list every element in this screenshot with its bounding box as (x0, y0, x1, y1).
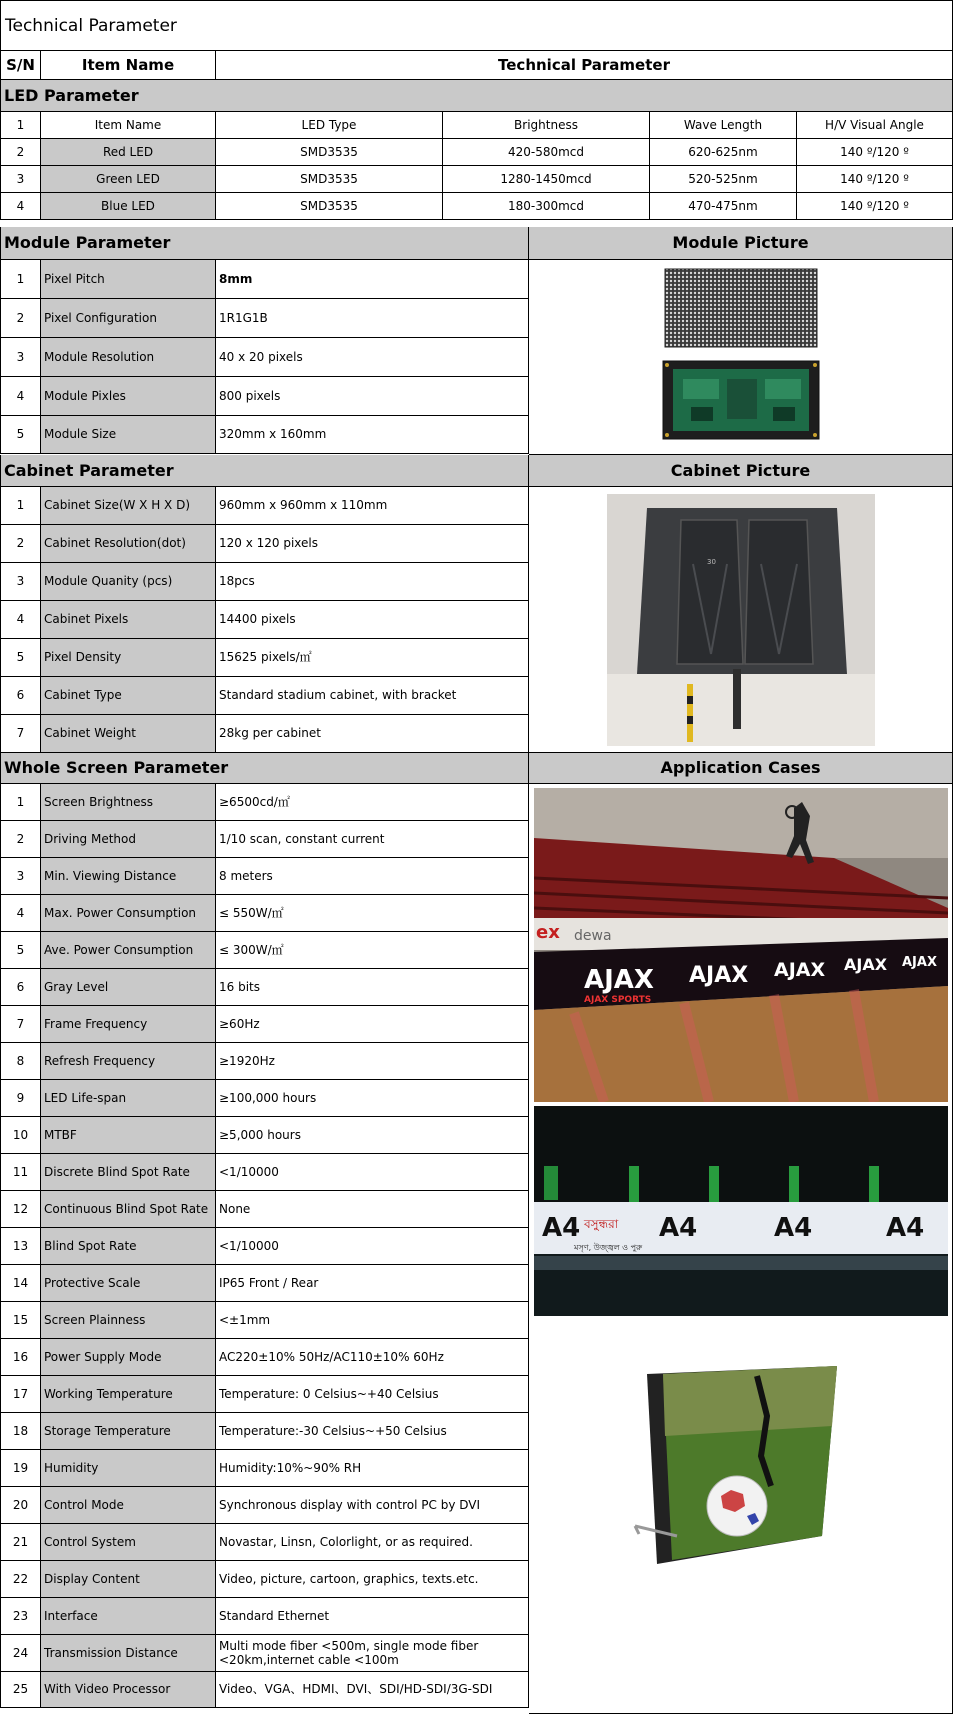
cabinet-row-value: 14400 pixels (216, 601, 529, 639)
cabinet-row-sn: 2 (0, 525, 41, 563)
cabinet-row-value: 960mm x 960mm x 110mm (216, 487, 529, 525)
screen-row-value: <1/10000 (216, 1228, 529, 1265)
screen-row-value: ≥60Hz (216, 1006, 529, 1043)
cabinet-row-sn: 3 (0, 563, 41, 601)
a4-logo-1: A4 (542, 1213, 581, 1243)
led-cell-wave: 520-525nm (650, 166, 797, 193)
screen-row-sn: 10 (0, 1117, 41, 1154)
module-row-value: 40 x 20 pixels (216, 338, 529, 377)
cabinet-row-name: Pixel Density (41, 639, 216, 677)
module-row-value: 8mm (216, 260, 529, 299)
led-cell-angle: 140 º/120 º (797, 193, 953, 220)
led-row-sn: 4 (0, 193, 41, 220)
screen-row-sn: 19 (0, 1450, 41, 1487)
screen-row-name: Ave. Power Consumption (41, 932, 216, 969)
screen-row-value: AC220±10% 50Hz/AC110±10% 60Hz (216, 1339, 529, 1376)
screen-row-sn: 5 (0, 932, 41, 969)
screen-row-value: Temperature:-30 Celsius~+50 Celsius (216, 1413, 529, 1450)
a4-logo-3: A4 (774, 1213, 813, 1243)
cabinet-row-value: 28kg per cabinet (216, 715, 529, 753)
cabinet-row-value: 18pcs (216, 563, 529, 601)
cabinet-row-sn: 4 (0, 601, 41, 639)
screen-row-name: Protective Scale (41, 1265, 216, 1302)
screen-row-name: Storage Temperature (41, 1413, 216, 1450)
screen-row-sn: 21 (0, 1524, 41, 1561)
led-cell-angle: 140 º/120 º (797, 166, 953, 193)
led-cell-name: Green LED (41, 166, 216, 193)
cabinet-section-title: Cabinet Parameter (0, 455, 529, 487)
screen-row-name: With Video Processor (41, 1672, 216, 1708)
screen-row-sn: 15 (0, 1302, 41, 1339)
screen-row-value: Standard Ethernet (216, 1598, 529, 1635)
screen-row-sn: 18 (0, 1413, 41, 1450)
screen-row-value: ≥100,000 hours (216, 1080, 529, 1117)
cabinet-row-sn: 7 (0, 715, 41, 753)
header-sn: S/N (0, 51, 41, 80)
screen-row-sn: 1 (0, 784, 41, 821)
screen-row-sn: 2 (0, 821, 41, 858)
screen-row-value: Humidity:10%~90% RH (216, 1450, 529, 1487)
led-cell-type: SMD3535 (216, 139, 443, 166)
module-row-name: Module Pixles (41, 377, 216, 416)
led-cell-brightness: 180-300mcd (443, 193, 650, 220)
led-section-title: LED Parameter (0, 80, 953, 112)
led-cell-angle: 140 º/120 º (797, 139, 953, 166)
ajax-banner-1: AJAX (584, 965, 654, 995)
application-cases-title: Application Cases (529, 753, 953, 784)
screen-row-sn: 9 (0, 1080, 41, 1117)
screen-row-name: Blind Spot Rate (41, 1228, 216, 1265)
screen-row-sn: 13 (0, 1228, 41, 1265)
screen-row-value: None (216, 1191, 529, 1228)
screen-row-name: Working Temperature (41, 1376, 216, 1413)
a4-logo-4: A4 (886, 1213, 925, 1243)
module-picture-title: Module Picture (529, 227, 953, 260)
screen-row-name: Driving Method (41, 821, 216, 858)
led-cell-wave: 470-475nm (650, 193, 797, 220)
led-column-header: Brightness (443, 112, 650, 139)
screen-row-value: 1/10 scan, constant current (216, 821, 529, 858)
module-image (661, 267, 821, 447)
cabinet-row-sn: 1 (0, 487, 41, 525)
screen-row-sn: 20 (0, 1487, 41, 1524)
ajax-banner-5: AJAX (902, 955, 937, 970)
screen-row-value: <±1mm (216, 1302, 529, 1339)
screen-row-sn: 11 (0, 1154, 41, 1191)
screen-row-value: ≥6500cd/㎡ (216, 784, 529, 821)
a4-logo-2: A4 (659, 1213, 698, 1243)
document-title: Technical Parameter (0, 0, 953, 51)
screen-row-value: Synchronous display with control PC by DVI (216, 1487, 529, 1524)
cabinet-row-value: 120 x 120 pixels (216, 525, 529, 563)
screen-row-value: Temperature: 0 Celsius~+40 Celsius (216, 1376, 529, 1413)
screen-row-name: Screen Plainness (41, 1302, 216, 1339)
led-column-header: H/V Visual Angle (797, 112, 953, 139)
led-row-sn: 1 (0, 112, 41, 139)
screen-row-sn: 22 (0, 1561, 41, 1598)
screen-row-name: LED Life-span (41, 1080, 216, 1117)
screen-row-name: Max. Power Consumption (41, 895, 216, 932)
cabinet-label: 30 (706, 557, 716, 566)
ajax-banner-3: AJAX (774, 959, 826, 981)
screen-row-sn: 14 (0, 1265, 41, 1302)
module-row-sn: 3 (0, 338, 41, 377)
cabinet-picture-title: Cabinet Picture (529, 455, 953, 487)
module-row-name: Module Resolution (41, 338, 216, 377)
led-cell-name: Red LED (41, 139, 216, 166)
screen-row-value: Novastar, Linsn, Colorlight, or as required. (216, 1524, 529, 1561)
module-row-value: 800 pixels (216, 377, 529, 416)
cabinet-row-name: Module Quanity (pcs) (41, 563, 216, 601)
screen-section-title: Whole Screen Parameter (0, 753, 529, 784)
module-row-sn: 2 (0, 299, 41, 338)
ajax-arena-image (534, 788, 948, 1102)
ajax-banner-2: AJAX (689, 963, 749, 988)
screen-row-name: Min. Viewing Distance (41, 858, 216, 895)
header-technical-parameter: Technical Parameter (216, 51, 953, 80)
led-row-sn: 2 (0, 139, 41, 166)
led-column-header: LED Type (216, 112, 443, 139)
led-row-sn: 3 (0, 166, 41, 193)
screen-row-sn: 17 (0, 1376, 41, 1413)
led-cell-type: SMD3535 (216, 193, 443, 220)
module-row-sn: 1 (0, 260, 41, 299)
module-row-name: Module Size (41, 416, 216, 454)
module-row-sn: 4 (0, 377, 41, 416)
screen-row-value: 16 bits (216, 969, 529, 1006)
screen-row-sn: 25 (0, 1672, 41, 1708)
screen-row-value: Multi mode fiber <500m, single mode fiber <20km,internet cable <100m (216, 1635, 529, 1672)
screen-row-sn: 4 (0, 895, 41, 932)
screen-row-sn: 16 (0, 1339, 41, 1376)
cabinet-row-name: Cabinet Resolution(dot) (41, 525, 216, 563)
led-cell-wave: 620-625nm (650, 139, 797, 166)
screen-row-name: Screen Brightness (41, 784, 216, 821)
screen-row-name: MTBF (41, 1117, 216, 1154)
cabinet-row-value: Standard stadium cabinet, with bracket (216, 677, 529, 715)
cabinet-picture-cell (529, 487, 953, 753)
cabinet-row-name: Cabinet Type (41, 677, 216, 715)
screen-row-name: Discrete Blind Spot Rate (41, 1154, 216, 1191)
led-column-header: Item Name (41, 112, 216, 139)
module-row-name: Pixel Configuration (41, 299, 216, 338)
screen-row-name: Display Content (41, 1561, 216, 1598)
screen-row-name: Continuous Blind Spot Rate (41, 1191, 216, 1228)
module-row-value: 1R1G1B (216, 299, 529, 338)
ajax-banner-4: AJAX (844, 955, 888, 974)
football-board-image (617, 1356, 867, 1576)
module-picture-cell (529, 260, 953, 455)
screen-row-sn: 24 (0, 1635, 41, 1672)
screen-row-name: Power Supply Mode (41, 1339, 216, 1376)
module-row-value: 320mm x 160mm (216, 416, 529, 454)
cabinet-row-name: Cabinet Pixels (41, 601, 216, 639)
screen-row-sn: 6 (0, 969, 41, 1006)
screen-row-value: ≤ 300W/㎡ (216, 932, 529, 969)
led-cell-brightness: 1280-1450mcd (443, 166, 650, 193)
screen-row-value: 8 meters (216, 858, 529, 895)
screen-row-value: IP65 Front / Rear (216, 1265, 529, 1302)
led-column-header: Wave Length (650, 112, 797, 139)
screen-row-name: Control System (41, 1524, 216, 1561)
screen-row-value: <1/10000 (216, 1154, 529, 1191)
screen-row-sn: 23 (0, 1598, 41, 1635)
a4-board-image (534, 1106, 948, 1316)
screen-row-value: ≤ 550W/㎡ (216, 895, 529, 932)
cabinet-row-name: Cabinet Weight (41, 715, 216, 753)
led-cell-name: Blue LED (41, 193, 216, 220)
ajax-sports-label: AJAX SPORTS (584, 995, 652, 1005)
header-item-name: Item Name (41, 51, 216, 80)
cabinet-row-name: Cabinet Size(W X H X D) (41, 487, 216, 525)
cabinet-row-sn: 6 (0, 677, 41, 715)
screen-row-name: Gray Level (41, 969, 216, 1006)
ex-label: ex (536, 922, 560, 943)
a4-bengali-label: বসুন্ধরা (584, 1217, 619, 1231)
cabinet-image (607, 494, 875, 746)
screen-row-sn: 3 (0, 858, 41, 895)
module-section-title: Module Parameter (0, 227, 529, 260)
screen-row-name: Frame Frequency (41, 1006, 216, 1043)
cabinet-row-value: 15625 pixels/㎡ (216, 639, 529, 677)
screen-row-name: Control Mode (41, 1487, 216, 1524)
led-cell-type: SMD3535 (216, 166, 443, 193)
module-row-sn: 5 (0, 416, 41, 454)
screen-row-value: Video、VGA、HDMI、DVI、SDI/HD-SDI/3G-SDI (216, 1672, 529, 1708)
screen-row-name: Interface (41, 1598, 216, 1635)
screen-row-value: Video, picture, cartoon, graphics, texts.etc. (216, 1561, 529, 1598)
screen-row-name: Transmission Distance (41, 1635, 216, 1672)
screen-row-value: ≥5,000 hours (216, 1117, 529, 1154)
application-cases-cell (529, 784, 953, 1714)
dewa-label: dewa (574, 928, 612, 944)
module-row-name: Pixel Pitch (41, 260, 216, 299)
screen-row-sn: 8 (0, 1043, 41, 1080)
cabinet-row-sn: 5 (0, 639, 41, 677)
a4-sub-label: মসৃণ, উজ্জ্বল ও পুরু (574, 1243, 643, 1252)
screen-row-name: Humidity (41, 1450, 216, 1487)
screen-row-sn: 12 (0, 1191, 41, 1228)
screen-row-name: Refresh Frequency (41, 1043, 216, 1080)
screen-row-sn: 7 (0, 1006, 41, 1043)
led-cell-brightness: 420-580mcd (443, 139, 650, 166)
screen-row-value: ≥1920Hz (216, 1043, 529, 1080)
